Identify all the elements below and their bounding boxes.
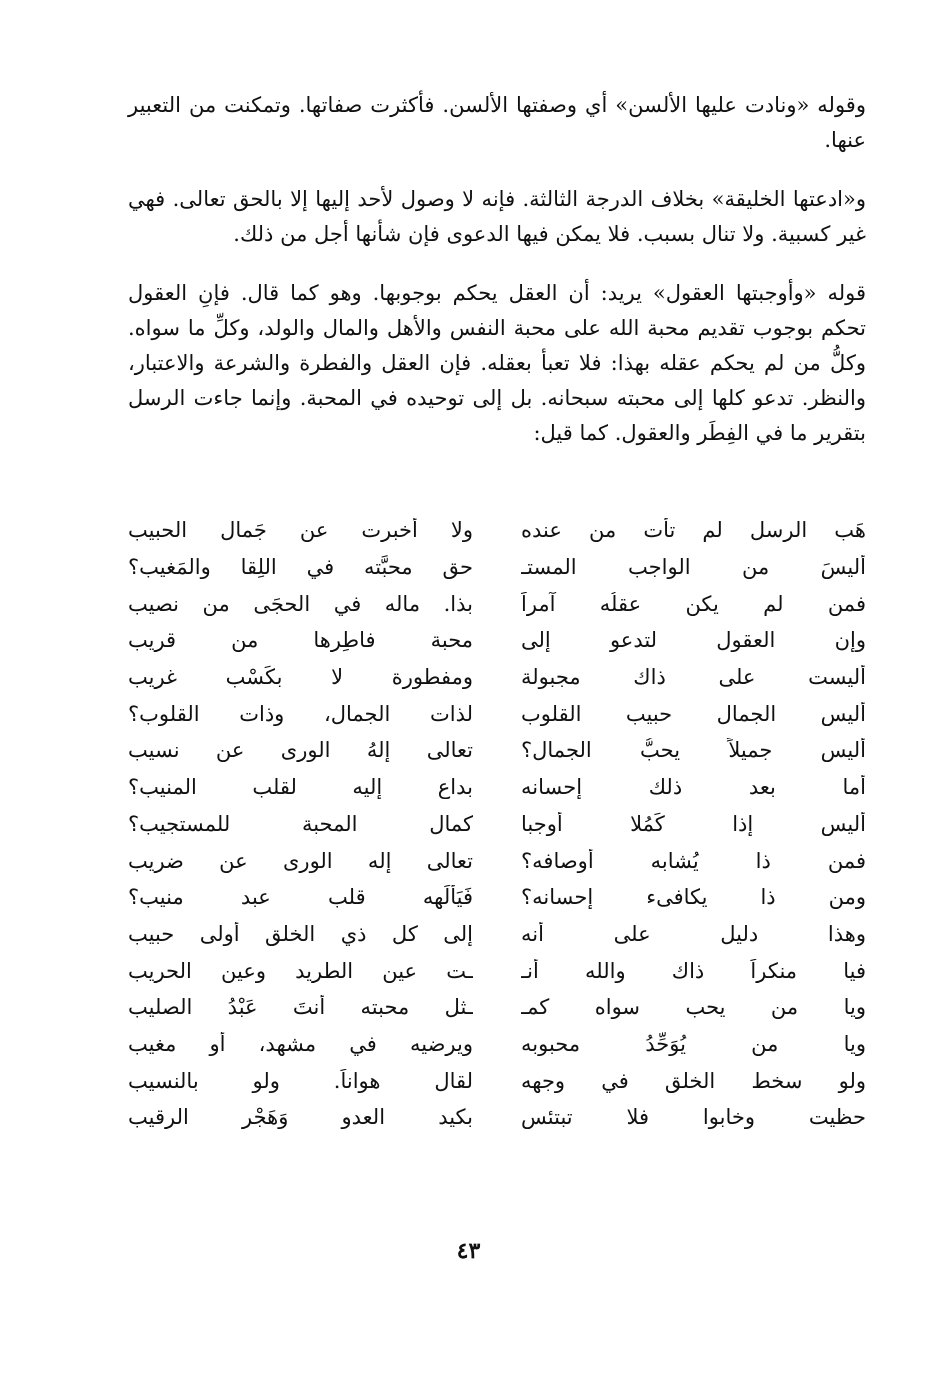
poem-verse bbox=[128, 1026, 866, 1063]
verse-first-hemistich: ومن ذا يكافىء إحسانه؟ bbox=[521, 885, 866, 910]
verse-first-hemistich: فيا منكراً ذاك والله أنـ bbox=[521, 958, 866, 983]
verse-second-hemistich: بذا. ماله في الحجَى من نصيب bbox=[128, 591, 473, 616]
verse-first-hemistich: أما بعد ذلك إحسانه bbox=[521, 775, 866, 800]
verse-second-hemistich: بكيد العدو وَهَجْرِ الرقيب bbox=[128, 1105, 473, 1130]
paragraph: قوله «وأوجبتها العقول» يريد: أن العقل يحكم بوجوبها. وهو كما قال. فإنِ العقول تحكم بوجوب تقديم محبة الله على محبة النفس والأهل والمال والولد، وكلِّ ما سواه. وكلُّ من لم يحكم عقله بهذا: فلا تعبأ بعقله. فإن العقل والفطرة والشرعة والاعتبار، والنظر. تدعو كلها إلى محبته سبحانه. بل إلى توحيده في المحبة. وإنما جاءت الرسل بتقرير ما في الفِطَر والعقول. كما قيل: bbox=[128, 281, 866, 445]
poem-verse bbox=[128, 1099, 866, 1136]
poem-verse bbox=[128, 1062, 866, 1099]
verse-first-hemistich: هَب الرسل لم تأت من عنده bbox=[521, 518, 866, 543]
poem-verse bbox=[128, 695, 866, 732]
poem-verse bbox=[128, 989, 866, 1026]
verse-second-hemistich: محبة فاطِرها من قريب bbox=[128, 628, 473, 653]
verse-second-hemistich: ولا أخبرت عن جَمال الحبيب bbox=[128, 518, 473, 543]
verse-first-hemistich: ولو سخط الخلق في وجهه bbox=[521, 1068, 866, 1093]
verse-first-hemistich: أليسَ من الواجب المستـ bbox=[521, 555, 866, 580]
poem-verse bbox=[128, 732, 866, 769]
verse-first-hemistich: أليس إذا كَمُلا أوجبا bbox=[521, 811, 866, 836]
verse-first-hemistich: فمن لم يكن عقلُه آمراً bbox=[521, 591, 866, 616]
verse-second-hemistich: حق محبَّته في اللِقا والمَغيب؟ bbox=[128, 555, 473, 580]
poem-verse bbox=[128, 916, 866, 953]
verse-second-hemistich: ـت عين الطريد وعين الحريب bbox=[128, 958, 473, 983]
verse-first-hemistich: حظيت وخابوا فلا تبتئس bbox=[521, 1105, 866, 1130]
paragraph: و«ادعتها الخليقة» بخلاف الدرجة الثالثة. فإنه لا وصول لأحد إليها إلا بالحق تعالى. فهي غير كسبية. ولا تنال بسبب. فلا يمكن فيها الدعوى فإن شأنها أجل من ذلك. bbox=[128, 187, 866, 246]
verse-first-hemistich: أليس الجمال حبيب القلوب bbox=[521, 701, 866, 726]
verse-first-hemistich: وهذا دليل على أنه bbox=[521, 921, 866, 946]
poem-verse bbox=[128, 952, 866, 989]
page-number: ٤٣ bbox=[456, 1238, 481, 1264]
poem-verse bbox=[128, 769, 866, 806]
poem-verse bbox=[128, 659, 866, 696]
verse-first-hemistich: أليست على ذاك مجبولة bbox=[521, 665, 866, 690]
verse-second-hemistich: ـثل محبته أنتَ عَبْدُ الصليب bbox=[128, 995, 473, 1020]
verse-first-hemistich: فمن ذا يُشابه أوصافه؟ bbox=[521, 848, 866, 873]
poem-verse bbox=[128, 879, 866, 916]
verse-second-hemistich: إلى كل ذي الخلق أولى حبيب bbox=[128, 921, 473, 946]
poem-verse bbox=[128, 806, 866, 843]
verse-second-hemistich: فَيَألَهه قلب عبد منيب؟ bbox=[128, 885, 473, 910]
verse-first-hemistich: أليس جميلاً يحبُّ الجمال؟ bbox=[521, 738, 866, 763]
prose-section bbox=[128, 88, 866, 451]
paragraph: وقوله «ونادت عليها الألسن» أي وصفتها الألسن. فأكثرت صفاتها. وتمكنت من التعبير عنها. bbox=[128, 93, 866, 152]
verse-second-hemistich: لذات الجمال، وذات القلوب؟ bbox=[128, 701, 473, 726]
verse-second-hemistich: بداع إليه لقلب المنيب؟ bbox=[128, 775, 473, 800]
verse-second-hemistich: كمال المحبة للمستجيب؟ bbox=[128, 811, 473, 836]
verse-second-hemistich: لقال هواناً. ولو بالنسيب bbox=[128, 1068, 473, 1093]
verse-first-hemistich: ويا من يحب سواه كمـ bbox=[521, 995, 866, 1020]
verse-second-hemistich: ويرضيه في مشهد، أو مغيب bbox=[128, 1031, 473, 1056]
verse-second-hemistich: تعالى إلهُ الورى عن نسيب bbox=[128, 738, 473, 763]
poem bbox=[128, 512, 866, 1136]
poem-verse bbox=[128, 622, 866, 659]
verse-first-hemistich: وإن العقول لتدعو إلى bbox=[521, 628, 866, 653]
poem-verse bbox=[128, 585, 866, 622]
verse-first-hemistich: ويا من يُوَحِّدُ محبوبه bbox=[521, 1031, 866, 1056]
verse-second-hemistich: ومفطورة لا بكَسْب غريب bbox=[128, 665, 473, 690]
poem-verse bbox=[128, 549, 866, 586]
poem-verse bbox=[128, 512, 866, 549]
poem-verse bbox=[128, 842, 866, 879]
verse-second-hemistich: تعالى إله الورى عن ضريب bbox=[128, 848, 473, 873]
